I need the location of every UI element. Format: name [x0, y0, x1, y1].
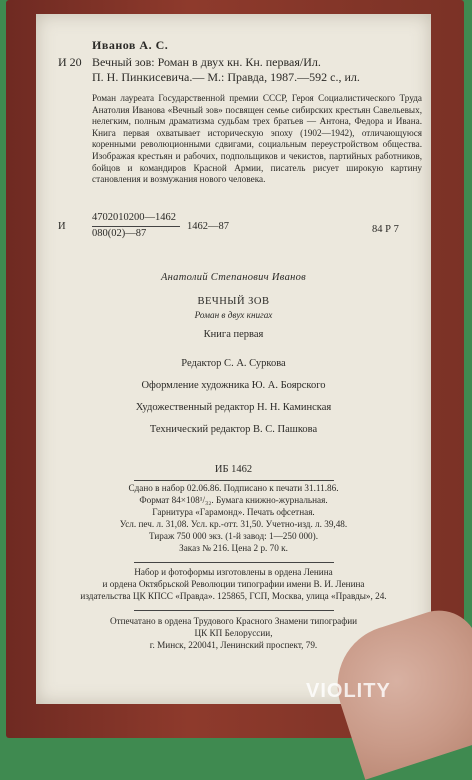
credit-design: Оформление художника Ю. А. Боярского — [141, 380, 326, 391]
imprint-line: Гарнитура «Гарамонд». Печать офсетная. — [152, 507, 315, 517]
divider-bottom — [134, 610, 334, 611]
imprint-line: Заказ № 216. Цена 2 р. 70 к. — [179, 543, 288, 553]
catalog-index: И 20 — [58, 55, 82, 69]
printed-at-line: г. Минск, 220041, Ленинский проспект, 79. — [149, 640, 318, 650]
fraction-line — [92, 226, 180, 227]
catalog-annotation: Роман лауреата Государственной премии СССР, Героя Социалистического Труда Анатолия Иванова «Вечный зов» посвящен семье сибирских крестьян Савельевых, нелегким, полным драматизма судьбам трех братьев — Антона, Федора и Ивана. Книга первая охватывает историческую эпоху (1902—1942), отличающуюся коренными революционными сдвигами, социальным переустройством общества. Изображая крестьян и рабочих, подпольщиков и чекистов, партийных работников, бойцов и командиров Красной Армии, писатель рисует широкую картину становления и возмужания нового человека. — [92, 93, 422, 185]
code-numerator: 4702010200—1462 — [92, 212, 176, 223]
code-letter: И — [58, 221, 66, 232]
code-denominator: 080(02)—87 — [92, 228, 147, 239]
imprint-line: Формат 84×108¹/₃₂. Бумага книжно-журнальная. — [139, 495, 328, 505]
book-title: ВЕЧНЫЙ ЗОВ — [197, 296, 270, 307]
printer-line: Набор и фотоформы изготовлены в ордена Ленина — [134, 567, 333, 577]
ib-number: ИБ 1462 — [214, 464, 253, 475]
divider-middle — [134, 562, 334, 563]
author-full-name: Анатолий Степанович Иванов — [160, 272, 307, 283]
printer-line: и ордена Октябрьской Революции типографии имени В. И. Ленина — [102, 579, 365, 589]
imprint-line: Сдано в набор 02.06.86. Подписано к печати 31.11.86. — [128, 483, 339, 493]
credit-tech-editor: Технический редактор В. С. Пашкова — [149, 424, 318, 435]
printed-at-line: Отпечатано в ордена Трудового Красного Знамени типографии — [109, 616, 358, 626]
printer-line: издательства ЦК КПСС «Правда». 125865, ГСП, Москва, улица «Правды», 24. — [80, 591, 387, 601]
catalog-entry-line2: П. Н. Пинкисевича.— М.: Правда, 1987.—592 с., ил. — [92, 70, 360, 84]
book-part: Книга первая — [203, 329, 264, 340]
book-page — [36, 14, 431, 704]
printed-at-line: ЦК КП Белоруссии, — [194, 628, 273, 638]
book-subtitle: Роман в двух книгах — [194, 310, 273, 320]
code-suffix: 1462—87 — [187, 221, 229, 232]
credit-editor: Редактор С. А. Суркова — [181, 358, 286, 369]
divider-top — [134, 480, 334, 481]
imprint-line: Тираж 750 000 экз. (1-й завод: 1—250 000). — [148, 531, 319, 541]
credit-art-editor: Художественный редактор Н. Н. Каминская — [135, 402, 332, 413]
watermark-logo: VIOLITY — [306, 680, 391, 702]
classification-code: 84 Р 7 — [372, 224, 399, 235]
catalog-author-heading: Иванов А. С. — [92, 38, 169, 52]
imprint-line: Усл. печ. л. 31,08. Усл. кр.-отт. 31,50. Учетно-изд. л. 39,48. — [119, 519, 348, 529]
catalog-entry-line1: Вечный зов: Роман в двух кн. Кн. первая/Ил. — [92, 55, 321, 69]
